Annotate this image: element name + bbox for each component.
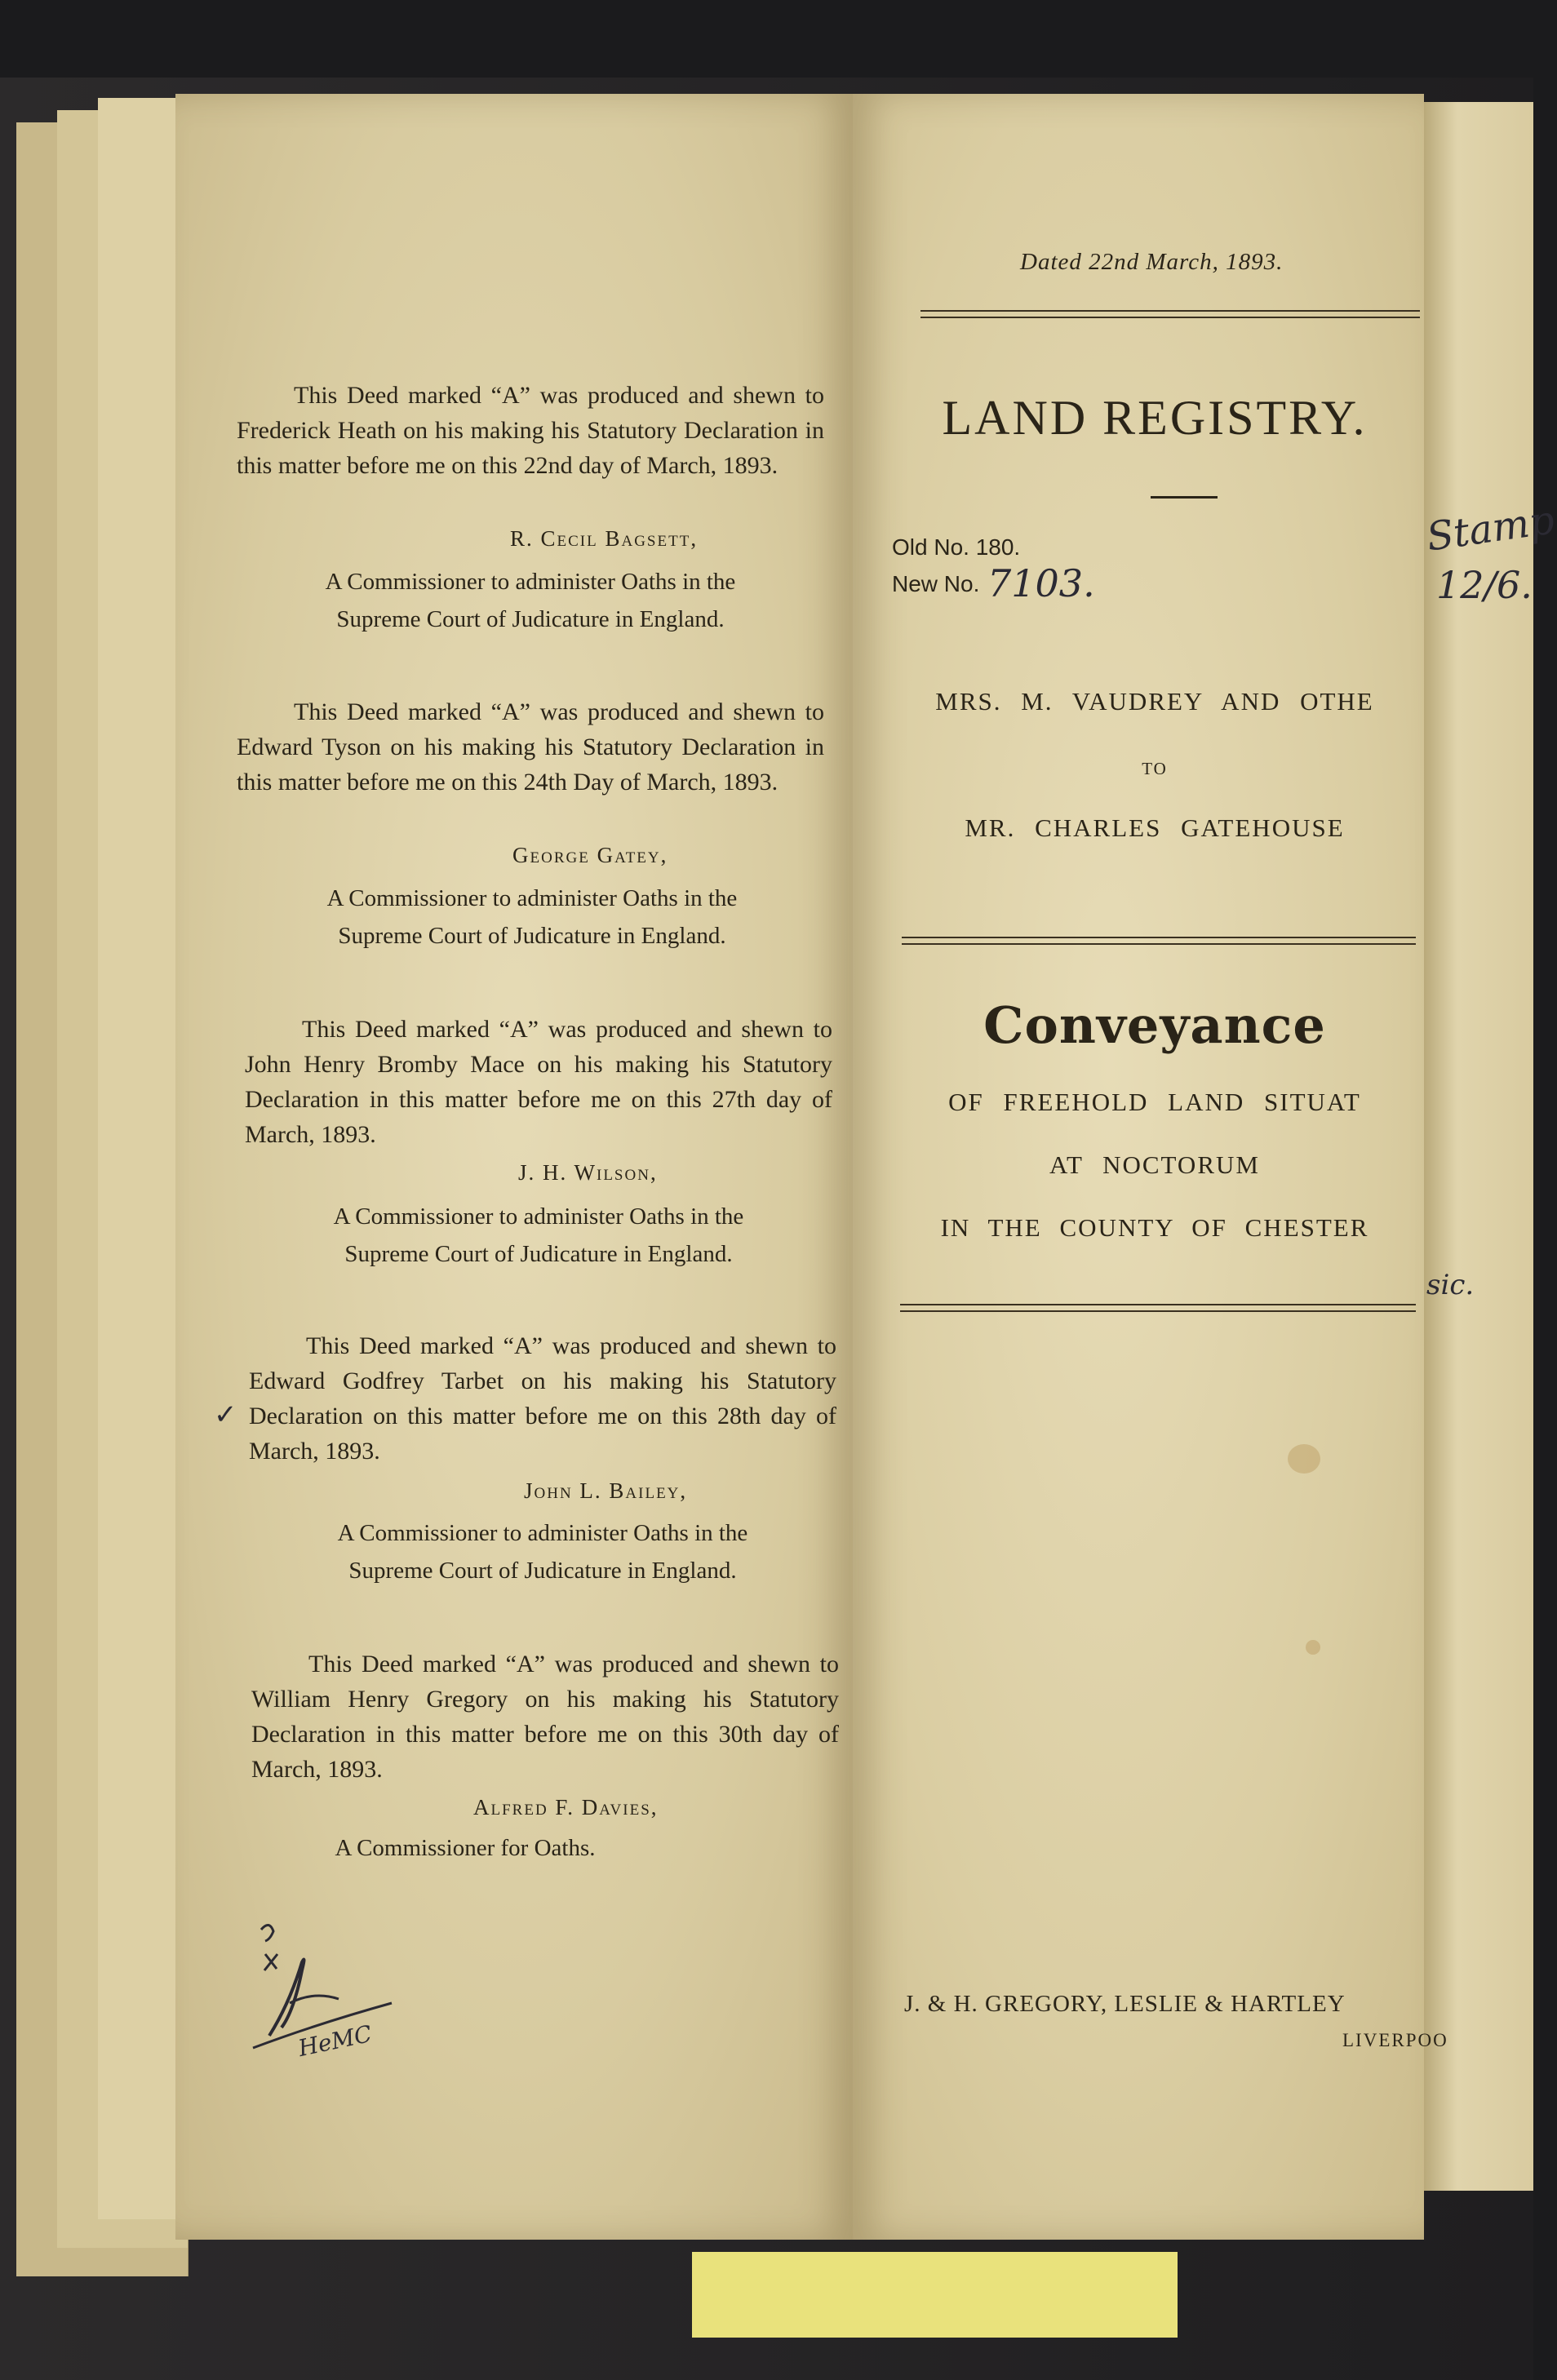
stamp-note: Stamp (1423, 497, 1557, 561)
affidavit-1-signatory: R. Cecil Bagsett, (510, 526, 699, 551)
top-double-rule (920, 310, 1420, 318)
old-number: Old No. 180. (892, 534, 1021, 560)
affidavit-2-text: This Deed marked “A” was produced and shewn to Edward Tyson on his making his Statutory Declaration in this matter before me on this 24th Day of March, 1893. (237, 698, 824, 796)
dated-line: Dated 22nd March, 1893. (1020, 249, 1284, 275)
affidavit-3-text: This Deed marked “A” was produced and shewn to John Henry Bromby Mace on his making his Statutory Declaration in this matter before me on this 27th day of March, 1893. (245, 1016, 832, 1148)
land-registry-heading: LAND REGISTRY. (942, 391, 1368, 445)
affidavit-1-commissioner-2: Supreme Court of Judicature in England. (336, 606, 725, 632)
affidavit-3-commissioner-1: A Commissioner to administer Oaths in the (333, 1203, 744, 1230)
affidavit-3-signatory: J. H. Wilson, (518, 1160, 658, 1185)
initials-text: HeMC (295, 2019, 375, 2063)
affidavit-5-text: This Deed marked “A” was produced and shewn to William Henry Gregory on his making his Statutory Declaration in this matter before me on this 30th day of March, 1893. (251, 1651, 839, 1783)
yellow-tab (692, 2252, 1178, 2338)
stamp-amount-note: 12/6. (1436, 563, 1533, 607)
affidavit-4-commissioner-1: A Commissioner to administer Oaths in the (337, 1520, 748, 1546)
affidavit-1-commissioner-1: A Commissioner to administer Oaths in the (325, 569, 736, 595)
lower-double-rule (900, 1304, 1416, 1312)
party-from: MRS. M. VAUDREY AND OTHE (935, 687, 1374, 716)
affidavit-5-signatory: Alfred F. Davies, (473, 1795, 659, 1819)
conveyance-title: Conveyance (983, 995, 1326, 1055)
affidavit-2-signatory: George Gatey, (512, 843, 668, 867)
next-page-edge (1424, 102, 1533, 2191)
new-number-label: New No. (892, 571, 980, 596)
affidavit-3-commissioner-2: Supreme Court of Judicature in England. (344, 1241, 733, 1267)
affidavit-5-commissioner-1: A Commissioner for Oaths. (335, 1835, 596, 1861)
description-line-3: IN THE COUNTY OF CHESTER (940, 1213, 1369, 1242)
stain (1306, 1640, 1320, 1655)
to-label: TO (1142, 759, 1168, 778)
city-line: LIVERPOO (1342, 2030, 1448, 2050)
affidavit-2-commissioner-2: Supreme Court of Judicature in England. (338, 923, 726, 949)
affidavit-4-text: This Deed marked “A” was produced and shewn to Edward Godfrey Tarbet on his making his Statutory Declaration on this matter before me on this 28th day of March, 1893. (249, 1332, 836, 1465)
affidavit-1-text: This Deed marked “A” was produced and shewn to Frederick Heath on his making his Statutory Declaration in this matter before me on this 22nd day of March, 1893. (237, 382, 824, 479)
sic-note: sic. (1426, 1269, 1475, 1301)
affidavit-4-signatory: John L. Bailey, (524, 1478, 688, 1503)
party-to: MR. CHARLES GATEHOUSE (965, 813, 1345, 842)
stain (1288, 1444, 1320, 1474)
new-number-value: 7103. (987, 561, 1095, 605)
heading-short-rule (1151, 496, 1218, 499)
middle-double-rule (902, 937, 1416, 945)
description-line-1: OF FREEHOLD LAND SITUAT (948, 1088, 1361, 1116)
solicitors-line: J. & H. GREGORY, LESLIE & HARTLEY (904, 1991, 1346, 2017)
affidavit-2-commissioner-1: A Commissioner to administer Oaths in the (326, 885, 738, 911)
check-mark: ✓ (214, 1398, 237, 1431)
affidavit-4-commissioner-2: Supreme Court of Judicature in England. (348, 1558, 737, 1584)
description-line-2: AT NOCTORUM (1049, 1150, 1260, 1179)
